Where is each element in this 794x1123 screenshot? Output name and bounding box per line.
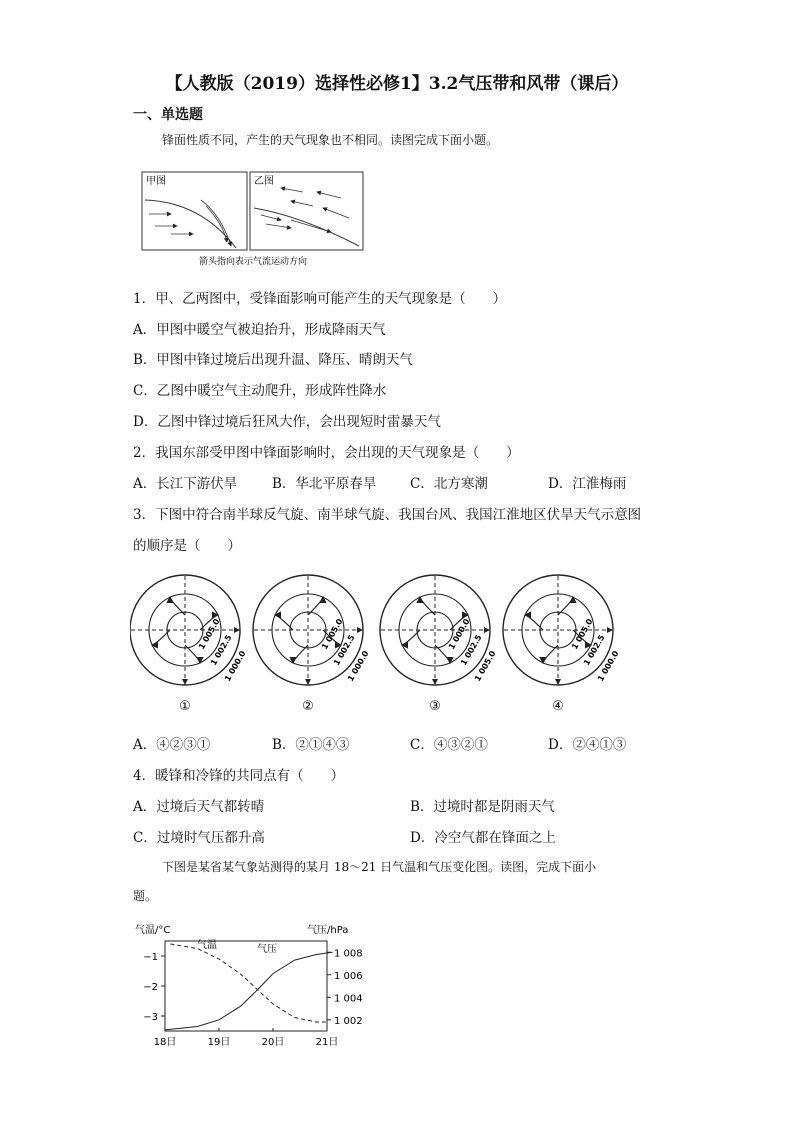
wind-arrow — [308, 597, 323, 615]
label-jia: 甲图 — [146, 176, 166, 187]
series-label-temperature: 气温 — [197, 940, 217, 951]
page-title: 【人教版（2019）选择性必修1】3.2气压带和风带（课后） — [165, 74, 629, 94]
intro-text-2-line2: 题。 — [133, 889, 158, 903]
q1-option-b: B．甲图中锋过境后出现升温、降压、晴朗天气 — [133, 352, 413, 368]
q1-option-a: A．甲图中暖空气被迫抬升，形成降雨天气 — [133, 322, 386, 338]
x-tick-label: 21日 — [315, 1037, 339, 1048]
wind-arrow — [420, 597, 435, 615]
fig1-caption: 箭头指向表示气流运动方向 — [198, 257, 308, 267]
q3-option-b: B．②①④③ — [272, 737, 350, 753]
isobar-value: 1 000.0 — [345, 649, 371, 683]
isobar-value: 1 005.0 — [569, 617, 595, 651]
q2-option-d: D．江淮梅雨 — [548, 476, 627, 492]
isobar-value: 1 005.0 — [319, 617, 345, 651]
diagram-2 — [253, 575, 371, 714]
left-tick-label: −1 — [143, 952, 158, 963]
x-tick-label: 20日 — [261, 1037, 285, 1048]
pressure-system-diagrams — [130, 568, 670, 720]
section-heading: 一、单选题 — [133, 107, 203, 123]
q4-option-b: B．过境时都是阴雨天气 — [410, 799, 555, 815]
front-diagram-jia — [142, 172, 247, 250]
q2-option-c: C．北方寒潮 — [410, 476, 488, 492]
x-tick-label: 18日 — [153, 1037, 177, 1048]
right-tick-label: 1 004 — [334, 993, 363, 1005]
wind-arrow — [293, 645, 308, 663]
left-tick-label: −2 — [143, 982, 158, 993]
wind-arrow — [170, 597, 185, 615]
isobar-value: 1 000.0 — [595, 649, 621, 683]
temp-pressure-chart — [133, 918, 383, 1053]
q3-stem-line2: 的顺序是（ ） — [133, 538, 241, 554]
wind-arrow — [558, 597, 573, 615]
isobar-value: 1 005.0 — [196, 617, 222, 651]
diagram-number: ③ — [429, 699, 441, 714]
isobar-value: 1 002.5 — [208, 633, 234, 667]
isobar-value: 1 000.0 — [222, 649, 248, 683]
plot-frame — [165, 941, 327, 1031]
diagram-number: ④ — [552, 699, 564, 714]
right-axis-label: 气压/hPa — [307, 925, 349, 936]
q3-option-d: D．②④①③ — [548, 737, 627, 753]
x-tick-label: 19日 — [207, 1037, 231, 1048]
q3-stem-line1: 3．下图中符合南半球反气旋、南半球气旋、我国台风、我国江淮地区伏旱天气示意图 — [133, 507, 642, 523]
front-diagram — [141, 170, 366, 268]
diagram-4 — [503, 575, 621, 714]
front-diagram-yi — [250, 172, 363, 250]
q1-stem: 1．甲、乙两图中，受锋面影响可能产生的天气现象是（ ） — [133, 291, 507, 307]
isobar-value: 1 000.0 — [446, 617, 472, 651]
right-tick-label: 1 008 — [334, 948, 363, 960]
q4-stem: 4．暖锋和冷锋的共同点有（ ） — [133, 768, 345, 784]
series-label-pressure: 气压 — [257, 944, 277, 955]
series-temperature-line — [170, 944, 327, 1022]
diagram-3 — [380, 575, 498, 714]
isobar-value: 1 002.5 — [458, 633, 484, 667]
label-yi: 乙图 — [254, 176, 274, 187]
q3-option-a: A．④②③① — [133, 737, 211, 753]
isobar-value: 1 002.5 — [331, 633, 357, 667]
q2-option-a: A．长江下游伏旱 — [133, 476, 238, 492]
q4-option-a: A．过境后天气都转晴 — [133, 799, 265, 815]
left-tick-label: −3 — [143, 1012, 158, 1023]
q4-option-c: C．过境时气压都升高 — [133, 830, 265, 846]
series-pressure-line — [165, 952, 332, 1030]
q1-option-c: C．乙图中暖空气主动爬升，形成阵性降水 — [133, 383, 387, 399]
diagram-1 — [130, 575, 248, 714]
wind-arrow — [402, 630, 420, 645]
diagram-number: ② — [302, 699, 314, 714]
right-tick-label: 1 002 — [334, 1015, 363, 1027]
intro-text-2-line1: 下图是某省某气象站测得的某月 18～21 日气温和气压变化图。读图，完成下面小 — [162, 860, 597, 874]
q1-option-d: D．乙图中锋过境后狂风大作，会出现短时雷暴天气 — [133, 414, 441, 430]
isobar-value: 1 005.0 — [472, 649, 498, 683]
wind-arrow — [525, 615, 543, 630]
q3-option-c: C．④③②① — [410, 737, 488, 753]
right-tick-label: 1 006 — [334, 970, 363, 982]
q2-option-b: B．华北平原春旱 — [272, 476, 377, 492]
wind-arrow — [152, 630, 170, 645]
diagram-number: ① — [179, 699, 191, 714]
wind-arrow — [543, 645, 558, 663]
left-axis-label: 气温/°C — [135, 925, 171, 936]
wind-arrow — [275, 615, 293, 630]
q2-stem: 2．我国东部受甲图中锋面影响时，会出现的天气现象是（ ） — [133, 445, 520, 461]
intro-text-1: 锋面性质不同，产生的天气现象也不相同。读图完成下面小题。 — [162, 133, 499, 147]
q4-option-d: D．冷空气都在锋面之上 — [410, 830, 556, 846]
isobar-value: 1 002.5 — [581, 633, 607, 667]
